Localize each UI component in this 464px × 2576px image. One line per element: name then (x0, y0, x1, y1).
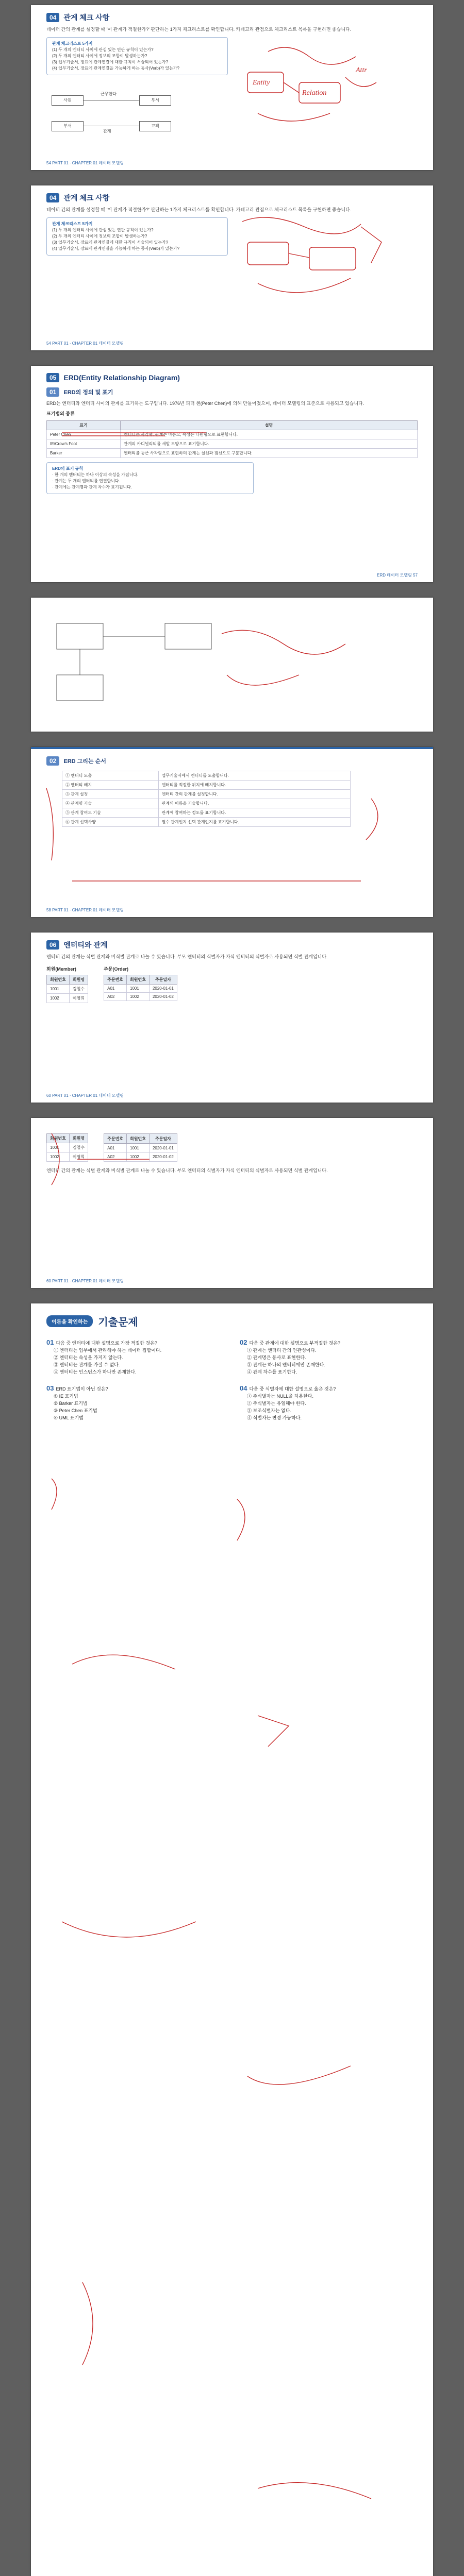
rule-item: · 관계는 두 개의 엔터티를 연결합니다. (52, 479, 120, 483)
intro-text: 테이터 간의 관계를 설정할 때 '이 관계가 적절한가?' 판단하는 1가지 체크리스트를 확인합니다. 카테고리 관점으로 체크리스트 목록을 구현하면 좋습니다. (46, 27, 352, 32)
step-name: ⑤ 관계 참여도 기술 (62, 808, 159, 818)
question-text: 다음 중 식별자에 대한 설명으로 옳은 것은? (249, 1386, 336, 1392)
table-cell: 이영희 (69, 1153, 88, 1162)
rules-title: ERD의 표기 규칙 (52, 466, 83, 471)
checklist-item: (3) 업무기술서, 장표에 관계연결에 대한 규칙이 서술되어 있는가? (52, 60, 169, 64)
handwriting-annotations (62, 417, 217, 438)
top-strip (31, 747, 433, 749)
subsection-number: 01 (46, 387, 59, 397)
option: ① 주식별자는 NULL을 허용한다. (247, 1394, 313, 1399)
question-number: 02 (240, 1338, 247, 1346)
table-cell: 김철수 (69, 985, 88, 994)
intro-text: 테이터 간의 관계를 설정할 때 '이 관계가 적절한가?' 판단하는 1가지 체크리스트를 확인합니다. 카테고리 관점으로 체크리스트 목록을 구현하면 좋습니다. (46, 207, 352, 212)
step-desc: 엔터티를 적절한 위치에 배치합니다. (158, 781, 350, 790)
question-text: 다음 중 관계에 대한 설명으로 부적절한 것은? (249, 1341, 340, 1346)
table-cell: A02 (104, 993, 127, 1001)
question (46, 1339, 224, 1376)
rules-box (46, 462, 254, 494)
checklist-item: (2) 두 개의 엔터티 사이에 정보의 조합이 발생하는가? (52, 234, 147, 239)
page-4 (31, 933, 433, 1103)
step-desc: 관계에 참여하는 정도를 표기합니다. (158, 808, 350, 818)
table-header: 회원번호 (47, 1134, 70, 1143)
page-footer: 58 PART 01 · CHAPTER 01 데이터 모델링 (46, 908, 124, 912)
rule-item: · 한 개의 엔터티는 하나 이상의 속성을 가집니다. (52, 472, 139, 477)
table-header: 회원번호 (47, 975, 70, 985)
relation-label: 관계 (103, 129, 111, 133)
table-cell: 1001 (47, 985, 70, 994)
checklist-box (46, 217, 228, 256)
table-cell: 2020-01-02 (149, 1153, 177, 1161)
option: ④ UML 표기법 (54, 1415, 84, 1420)
step-desc: 관계의 이름을 기술합니다. (158, 799, 350, 808)
member-table (46, 975, 88, 1003)
option: ③ 보조식별자는 없다. (247, 1408, 292, 1413)
entity-box: 사원 (52, 95, 84, 106)
rule-item: · 관계에는 관계명과 관계 차수가 표기됩니다. (52, 485, 132, 489)
handwriting-annotations (227, 206, 423, 330)
page-1-copy (31, 185, 433, 350)
option: ③ Peter Chen 표기법 (54, 1408, 97, 1413)
handwriting-annotations (46, 1128, 201, 1190)
table-a-title: 회원(Member) (46, 967, 76, 972)
table-header: 회원명 (69, 975, 88, 985)
table-cell: 이영희 (69, 994, 88, 1003)
page-footer: 54 PART 01 · CHAPTER 01 데이터 모델링 (46, 341, 124, 346)
option: ② Barker 표기법 (54, 1401, 88, 1406)
subsection-header (46, 387, 433, 397)
table-cell: 1002 (47, 994, 70, 1003)
option: ② 주식별자는 유일해야 한다. (247, 1401, 306, 1406)
question (240, 1385, 418, 1421)
step-name: ⑥ 관계 선택사양 (62, 818, 159, 827)
option: ④ 관계 차수를 표기한다. (247, 1369, 297, 1375)
question-text: ERD 표기법이 아닌 것은? (56, 1386, 108, 1392)
section-number: 04 (46, 193, 59, 202)
section-title: 관계 체크 사항 (63, 13, 110, 22)
option: ② 관계명은 동사로 표현한다. (247, 1355, 306, 1360)
handwritten-note: Entity (253, 79, 270, 87)
table-cell: 1002 (127, 993, 150, 1001)
table-b-title: 주문(Order) (104, 967, 128, 972)
handwriting-annotations (237, 31, 423, 144)
page-2 (31, 366, 433, 582)
order-table (104, 975, 177, 1001)
section-number: 06 (46, 940, 59, 950)
subsection-title: ERD의 정의 및 표기 (63, 389, 113, 396)
checklist-item: (1) 두 개의 엔터티 사이에 관심 있는 연관 규칙이 있는가? (52, 228, 154, 232)
tables-row (46, 965, 418, 1003)
table-cell: A01 (104, 1144, 127, 1153)
checklist-title: 관계 체크리스트 5가지 (52, 41, 93, 46)
handwritten-note: Relation (302, 89, 327, 97)
option: ① 엔터티는 업무에서 관리해야 하는 데이터 집합이다. (54, 1348, 162, 1353)
exam-banner (46, 1314, 418, 1329)
table-cell: 엔터티를 둥근 사각형으로 표현하며 관계는 실선과 점선으로 구분합니다. (121, 449, 418, 458)
step-name: ③ 관계 설정 (62, 790, 159, 799)
option: ④ 식별자는 변경 가능하다. (247, 1415, 302, 1420)
page-footer: 60 PART 01 · CHAPTER 01 데이터 모델링 (46, 1093, 124, 1098)
checklist-item: (4) 업무기술서, 장표에 관계연결을 가능하게 하는 동사(Verb)가 있는가? (52, 246, 179, 251)
table-cell: 1001 (47, 1143, 70, 1153)
checklist-item: (2) 두 개의 엔터티 사이에 정보의 조합이 발생하는가? (52, 54, 147, 58)
section-number: 04 (46, 13, 59, 22)
erd-sketch (52, 613, 412, 716)
table-row (47, 994, 88, 1003)
option: ③ 엔터티는 관계를 가질 수 없다. (54, 1362, 120, 1367)
table-cell: 엔터티는 사각형, 관계는 마름모, 속성은 타원형으로 표현합니다. (121, 430, 418, 439)
subsection-header (46, 756, 433, 766)
banner-left: 이론을 확인하는 (46, 1315, 93, 1327)
question-number: 03 (46, 1384, 54, 1392)
step-name: ④ 관계명 기술 (62, 799, 159, 808)
option: ① IE 표기법 (54, 1394, 78, 1399)
table-header: 주문일자 (149, 1134, 177, 1144)
step-desc: 엔터티 간의 관계를 설정합니다. (158, 790, 350, 799)
entity-box: 부서 (52, 121, 84, 131)
step-desc: 업무기술서에서 엔터티를 도출합니다. (158, 771, 350, 781)
option: ③ 관계는 하나의 엔터티에만 존재한다. (247, 1362, 325, 1367)
table-cell: IE/Crow's Foot (47, 439, 121, 449)
table-cell: 김철수 (69, 1143, 88, 1153)
section-title: 관계 체크 사항 (63, 194, 110, 202)
subsection-title: ERD 그리는 순서 (63, 758, 106, 765)
table-cell: 관계의 카디널리티를 새발 모양으로 표기합니다. (121, 439, 418, 449)
section-header (46, 940, 433, 950)
table-row (104, 985, 177, 993)
table-cell: 1002 (47, 1153, 70, 1162)
table-header: 주문일자 (149, 975, 177, 985)
step-name: ① 엔터티 도출 (62, 771, 159, 781)
table-cell: 1001 (127, 985, 150, 993)
checklist-item: (4) 업무기술서, 장표에 관계연결을 가능하게 하는 동사(Verb)가 있는가? (52, 66, 179, 71)
table-cell: Barker (47, 449, 121, 458)
section-number: 05 (46, 373, 59, 382)
intro-text: ERD는 엔터티와 엔터티 사이의 관계를 표기하는 도구입니다. 1976년 피터 첸(Peter Chen)에 의해 만들어졌으며, 데이터 모델링의 표준으로 사용되고 있습니다. (46, 401, 364, 406)
page-footer: 54 PART 01 · CHAPTER 01 데이터 모델링 (46, 161, 124, 165)
table-cell: Peter Chen (47, 430, 121, 439)
verb-label: 근무한다 (101, 92, 117, 96)
checklist-item: (1) 두 개의 엔터티 사이에 관심 있는 연관 규칙이 있는가? (52, 47, 154, 52)
table-cell: 1001 (127, 1144, 150, 1153)
table-b-wrap (104, 965, 177, 1003)
table-cell: A02 (104, 1153, 127, 1161)
table-cell: 1002 (127, 1153, 150, 1161)
table-a-wrap (46, 965, 88, 1003)
entity-box: 부서 (139, 95, 171, 106)
banner-title: 기출문제 (98, 1317, 138, 1328)
table-row (47, 985, 88, 994)
section-title: ERD(Entity Relationship Diagram) (63, 374, 180, 382)
subsection-number: 02 (46, 756, 59, 766)
table-cell: 2020-01-01 (149, 1144, 177, 1153)
section-header (46, 12, 433, 23)
section-header (46, 373, 433, 382)
table-header: 표기 (47, 421, 121, 430)
question (240, 1339, 418, 1376)
step-name: ② 엔터티 배치 (62, 781, 159, 790)
handwritten-note: Attr (356, 66, 367, 74)
question (46, 1385, 224, 1421)
page-3 (31, 747, 433, 917)
section-header (46, 193, 433, 203)
question-grid (46, 1339, 418, 1421)
checklist-box (46, 37, 228, 75)
entity-box: 고객 (139, 121, 171, 131)
checklist-title: 관계 체크리스트 5가지 (52, 222, 93, 226)
page-5 (31, 1303, 433, 2576)
table-title: 표기법의 종류 (46, 411, 75, 416)
section-title: 엔터티와 관계 (63, 941, 108, 949)
question-text: 다음 중 엔터티에 대한 설명으로 가장 적절한 것은? (56, 1341, 157, 1346)
intro-text: 엔터티 간의 관계는 식별 관계와 비식별 관계로 나눌 수 있습니다. 부모 엔터티의 식별자가 자식 엔터티의 식별자로 사용되면 식별 관계입니다. (46, 1168, 328, 1173)
page-footer: 60 PART 01 · CHAPTER 01 데이터 모델링 (46, 1279, 124, 1283)
page-4-copy (31, 1118, 433, 1288)
relation-diagram (52, 92, 227, 147)
page-1 (31, 5, 433, 170)
intro-text: 엔터티 간의 관계는 식별 관계와 비식별 관계로 나눌 수 있습니다. 부모 엔터티의 식별자가 자식 엔터티의 식별자로 사용되면 식별 관계입니다. (46, 954, 328, 959)
page-2-diagram (31, 598, 433, 732)
step-desc: 필수 관계인지 선택 관계인지를 표기합니다. (158, 818, 350, 827)
question-number: 04 (240, 1384, 247, 1392)
question-number: 01 (46, 1338, 54, 1346)
option: ① 관계는 엔터티 간의 연관성이다. (247, 1348, 317, 1353)
table-header: 회원명 (69, 1134, 88, 1143)
table-row (47, 439, 418, 449)
handwriting-annotations (41, 778, 412, 902)
table-header: 회원번호 (127, 1134, 150, 1144)
table-row (104, 993, 177, 1001)
table-header: 주문번호 (104, 975, 127, 985)
table-row (47, 449, 418, 458)
table-header: 회원번호 (127, 975, 150, 985)
table-cell: 2020-01-02 (149, 993, 177, 1001)
table-cell: A01 (104, 985, 127, 993)
table-header: 설명 (121, 421, 418, 430)
table-cell: 2020-01-01 (149, 985, 177, 993)
table-header: 주문번호 (104, 1134, 127, 1144)
checklist-item: (3) 업무기술서, 장표에 관계연결에 대한 규칙이 서술되어 있는가? (52, 240, 169, 245)
option: ② 엔터티는 속성을 가지지 않는다. (54, 1355, 123, 1360)
page-footer: ERD 데이터 모델링 57 (377, 573, 418, 578)
handwriting-annotations (41, 1458, 423, 2576)
option: ④ 엔터티는 인스턴스가 하나만 존재한다. (54, 1369, 137, 1375)
